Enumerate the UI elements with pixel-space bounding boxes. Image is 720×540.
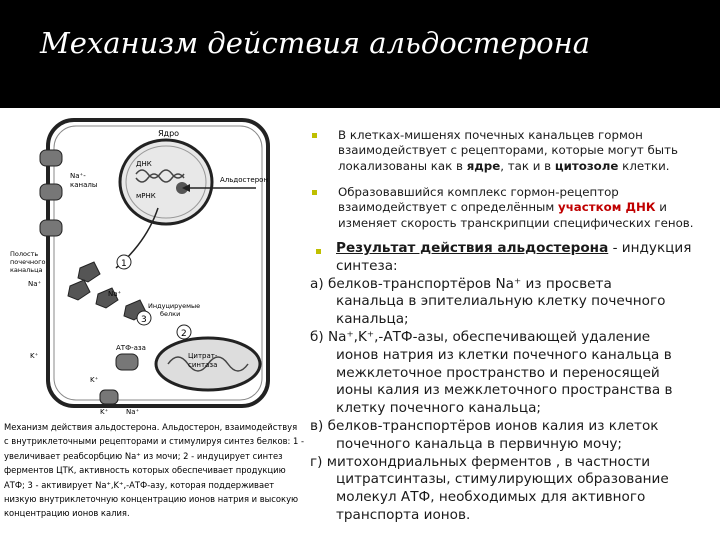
bullet-marker-1: [312, 133, 317, 138]
mrna-label: мРНК: [136, 192, 156, 200]
result-line: почечного канальца в первичную мочу;: [336, 435, 622, 452]
result-line: б) Na⁺,K⁺,-АТФ-азы, обеспечивающей удаление: [310, 328, 651, 345]
k-ion-label-3: K⁺: [100, 408, 109, 416]
bullet-1-text: В клетках-мишенях почечных канальцев гормон взаимодействует с рецепторами, которые могут быть локализованы как в: [338, 128, 678, 173]
bullet-1-mid: , так и в: [500, 158, 555, 173]
k-channel: [100, 390, 118, 404]
result-line: цитратсинтазы, стимулирующих образование: [336, 471, 669, 488]
dna-label: ДНК: [136, 160, 152, 168]
induced-protein-2: [68, 280, 90, 300]
result-line: клетку почечного канальца;: [336, 400, 541, 417]
citrate-label-1: Цитрат-: [188, 352, 218, 360]
result-line: межклеточное пространство и переносящей: [336, 364, 660, 381]
induced-protein-1: [78, 262, 100, 282]
result-line: ионов натрия из клетки почечного канальца в: [336, 346, 672, 363]
marker-2-label: 2: [181, 329, 187, 339]
atpase-label: АТФ-аза: [116, 344, 146, 352]
result-line: канальца в эпителиальную клетку почечного: [336, 293, 666, 310]
result-block: [304, 240, 718, 525]
lumen-label-2: почечного: [10, 258, 46, 266]
result-line: в) белков-транспортёров ионов калия из клеток: [310, 417, 659, 434]
lumen-label-3: канальца: [10, 266, 43, 274]
bullet-dna-interaction: [338, 185, 710, 231]
bullet-1-nucleus: ядре: [466, 158, 501, 173]
bullet-2-end: и изменяет скорость транскрипции специфических генов.: [338, 200, 694, 230]
lumen-label-1: Полость: [10, 250, 39, 258]
citrate-label-2: синтаза: [188, 361, 218, 369]
k-ion-label: K⁺: [30, 352, 39, 360]
bullet-2-highlight: участком ДНК: [558, 200, 656, 215]
result-heading: Результат действия альдостерона: [336, 240, 609, 256]
slide-content: [0, 108, 720, 540]
result-line: канальца;: [336, 311, 409, 328]
k-ion-label-2: K⁺: [90, 376, 99, 384]
marker-3-label: 3: [141, 315, 147, 325]
aldosterone-cell-diagram: [8, 108, 304, 420]
bullet-2-text: Образовавшийся комплекс гормон-рецептор взаимодействует с определённым: [338, 185, 619, 215]
marker-1-label: 1: [121, 259, 127, 269]
atpase-pump: [116, 354, 138, 370]
bullet-receptor-location: [338, 128, 710, 174]
aldosterone-label: Альдостерон: [220, 176, 269, 184]
na-channels-label-1: Na⁺-: [70, 172, 86, 180]
induced-proteins-label-1: Индуцируемые: [148, 302, 201, 310]
result-line: ионы калия из межклеточного пространства в: [336, 382, 673, 399]
nucleus-label: Ядро: [158, 129, 180, 138]
slide-title: Механизм действия альдостерона: [40, 26, 590, 60]
na-channels-label-2: каналы: [70, 181, 98, 189]
bullet-1-end: клетки.: [618, 158, 670, 173]
result-line: синтеза:: [336, 257, 398, 274]
na-ion-label: Na⁺: [28, 280, 42, 288]
bullet-marker-2: [312, 190, 317, 195]
induced-proteins-label-2: белки: [160, 310, 181, 318]
result-line: г) митохондриальных ферментов , в частности: [310, 453, 651, 470]
result-line: а) белков-транспортёров Na⁺ из просвета: [310, 275, 612, 292]
diagram-caption: Механизм действия альдостерона. Альдостерон, взаимодействуя с внутриклеточными рецепторами и стимулируя синтез белков: 1 - увеличивает реабсорбцию Na⁺ из мочи; 2 - индуцирует синтез ферментов ЦТК, активность которых обеспечивает продукцию АТФ; 3 - активирует Na⁺,K⁺,-АТФ-азу, которая поддерживает низкую внутриклеточную концентрацию ионов натрия и высокую концентрацию ионов калия.: [4, 422, 304, 519]
na-channel-3: [40, 220, 62, 236]
result-heading-tail: - индукция: [608, 240, 692, 256]
bullet-1-cytosol: цитозоле: [554, 158, 619, 173]
na-channel-2: [40, 184, 62, 200]
result-line: молекул АТФ, необходимых для активного: [336, 489, 646, 506]
na-ion-label-2: Na⁺: [108, 290, 122, 298]
na-ion-label-3: Na⁺: [126, 408, 140, 416]
na-channel-1: [40, 150, 62, 166]
result-heading-line: [304, 240, 718, 258]
result-line: транспорта ионов.: [336, 506, 471, 523]
